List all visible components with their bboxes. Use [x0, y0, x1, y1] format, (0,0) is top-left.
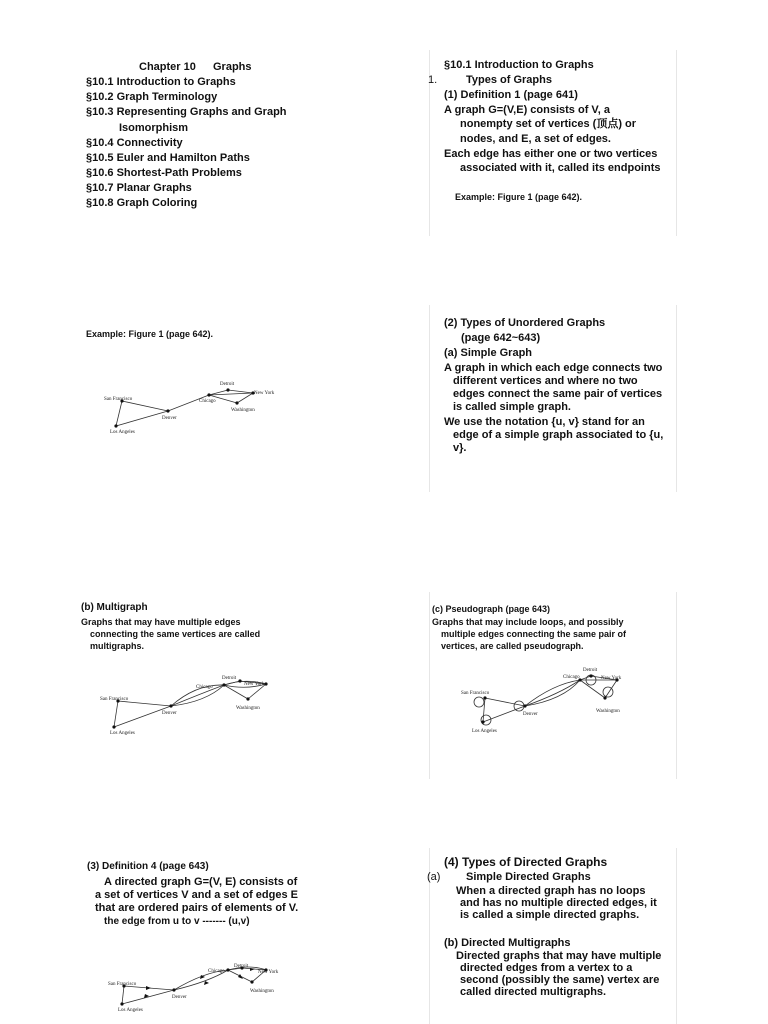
city-label: Denver — [172, 995, 187, 1000]
section-title: (3) Definition 4 (page 643) — [87, 861, 209, 872]
toc-item: §10.2 Graph Terminology — [86, 91, 218, 103]
definition-title: (1) Definition 1 (page 641) — [444, 89, 578, 101]
toc-item: §10.6 Shortest-Path Problems — [86, 167, 242, 179]
subsection-title: Simple Directed Graphs — [466, 871, 591, 883]
body-line: Graphs that may have multiple edges — [81, 617, 241, 627]
body-line: directed edges from a vertex to a — [460, 962, 633, 974]
city-label: Chicago — [208, 969, 225, 974]
toc-item: §10.3 Representing Graphs and Graph — [86, 106, 287, 118]
body-line: that are ordered pairs of elements of V. — [95, 902, 299, 914]
toc-item: §10.1 Introduction to Graphs — [86, 76, 236, 88]
city-label: Los Angeles — [110, 731, 135, 736]
example-caption: Example: Figure 1 (page 642). — [455, 192, 583, 202]
body-line: the edge from u to v ------- (u,v) — [104, 916, 250, 927]
body-line: multigraphs. — [90, 641, 145, 651]
toc-item: §10.8 Graph Coloring — [86, 197, 198, 209]
city-label: San Francisco — [104, 397, 133, 402]
city-label: San Francisco — [461, 691, 490, 696]
city-label: Detroit — [234, 964, 249, 969]
section-pages: (page 642~643) — [461, 332, 541, 344]
slide-divider — [676, 305, 677, 492]
body-line: is called a simple directed graphs. — [460, 909, 640, 921]
body-line: multiple edges connecting the same pair of — [441, 629, 627, 639]
slide-divider — [429, 592, 430, 779]
body-line: edge of a simple graph associated to {u, — [453, 429, 664, 441]
city-label: Washington — [231, 408, 255, 413]
body-line: v}. — [453, 442, 467, 454]
toc-item: §10.4 Connectivity — [86, 137, 183, 149]
section-heading: §10.1 Introduction to Graphs — [444, 59, 594, 71]
city-label: San Francisco — [100, 697, 129, 702]
body-line: Graphs that may include loops, and possibly — [432, 617, 624, 627]
city-label: Detroit — [220, 382, 235, 387]
toc-item: §10.7 Planar Graphs — [86, 182, 192, 194]
body-line: second (possibly the same) vertex are — [460, 974, 660, 986]
body-line: A graph in which each edge connects two — [444, 362, 663, 374]
city-label: Detroit — [222, 676, 237, 681]
body-line: different vertices and where no two — [453, 375, 638, 387]
city-label: Chicago — [196, 685, 213, 690]
chapter-subject: Graphs — [213, 61, 252, 73]
body-line: is called simple graph. — [453, 401, 571, 413]
slide-divider — [429, 305, 430, 492]
city-label: Detroit — [583, 668, 598, 673]
example-caption: Example: Figure 1 (page 642). — [86, 329, 214, 339]
body-line: When a directed graph has no loops — [456, 885, 646, 897]
city-label: New York — [601, 676, 622, 681]
body-line: a set of vertices V and a set of edges E — [95, 889, 298, 901]
city-label: Denver — [162, 711, 177, 716]
city-label: San Francisco — [108, 982, 137, 987]
city-label: Los Angeles — [110, 430, 135, 435]
city-label: New York — [258, 970, 279, 975]
subsection-title: (a) Simple Graph — [444, 347, 533, 359]
city-label: New York — [244, 682, 265, 687]
body-line: and has no multiple directed edges, it — [460, 897, 657, 909]
section-title: (b) Multigraph — [81, 602, 148, 613]
section-title: (2) Types of Unordered Graphs — [444, 317, 606, 329]
definition-line: nodes, and E, a set of edges. — [460, 133, 611, 145]
slide-divider — [676, 50, 677, 236]
toc-item: Isomorphism — [119, 122, 189, 134]
slide-divider — [676, 592, 677, 779]
city-label: Chicago — [199, 399, 216, 404]
definition-line: nonempty set of vertices (顶点) or — [460, 118, 637, 130]
multigraph-figure — [96, 668, 296, 738]
subheading: Types of Graphs — [466, 74, 552, 86]
city-label: Washington — [596, 709, 620, 714]
body-line: Directed graphs that may have multiple — [456, 950, 662, 962]
definition-line: Each edge has either one or two vertices — [444, 148, 658, 160]
chapter-title: Chapter 10 — [139, 61, 196, 73]
city-label: New York — [254, 391, 275, 396]
slide-divider — [676, 848, 677, 1024]
body-line: vertices, are called pseudograph. — [441, 641, 584, 651]
toc-item: §10.5 Euler and Hamilton Paths — [86, 152, 250, 164]
section-title: (c) Pseudograph (page 643) — [432, 604, 551, 614]
definition-line: A graph G=(V,E) consists of V, a — [444, 104, 610, 116]
city-label: Washington — [236, 706, 260, 711]
definition-line: associated with it, called its endpoints — [460, 162, 661, 174]
body-line: We use the notation {u, v} stand for an — [444, 416, 645, 428]
body-line: called directed multigraphs. — [460, 986, 607, 998]
body-line: edges connect the same pair of vertices — [453, 388, 663, 400]
city-label: Los Angeles — [118, 1008, 143, 1013]
body-line: A directed graph G=(V, E) consists of — [104, 876, 298, 888]
list-number: 1. — [428, 74, 438, 86]
simple-graph-figure — [92, 350, 306, 440]
section-title: (4) Types of Directed Graphs — [444, 855, 608, 869]
list-label: (a) — [427, 871, 441, 883]
city-label: Denver — [523, 712, 538, 717]
city-label: Washington — [250, 989, 274, 994]
subsection-title: (b) Directed Multigraphs — [444, 937, 571, 949]
pseudograph-figure — [455, 664, 655, 740]
city-label: Chicago — [563, 675, 580, 680]
city-label: Denver — [162, 416, 177, 421]
city-label: Los Angeles — [472, 729, 497, 734]
body-line: connecting the same vertices are called — [90, 629, 261, 639]
directed-graph-figure — [104, 958, 304, 1018]
